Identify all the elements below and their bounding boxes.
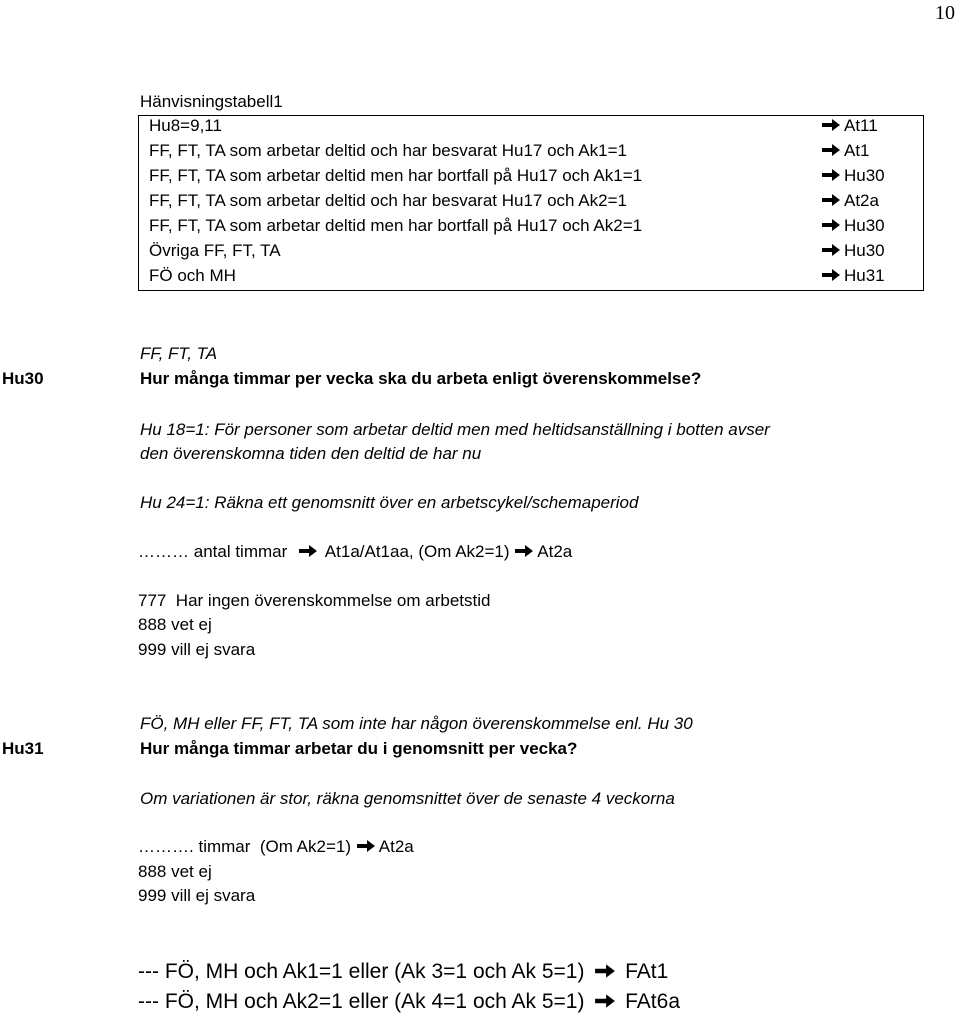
- right-arrow-icon: [821, 116, 841, 136]
- reference-table-title: Hänvisningstabell1: [140, 92, 283, 111]
- hu30-note-line1: Hu 18=1: För personer som arbetar deltid men med heltidsanställning i botten avser: [140, 420, 770, 439]
- option-999: 999 vill ej svara: [138, 640, 256, 659]
- hu31-question: Hur många timmar arbetar du i genomsnitt per vecka?: [140, 739, 578, 758]
- row-condition: FF, FT, TA som arbetar deltid och har besvarat Hu17 och Ak1=1: [149, 141, 627, 160]
- routing-line-2: [138, 989, 680, 1014]
- hu31-answer-line: [138, 837, 414, 857]
- row-target-label: Hu31: [844, 266, 885, 285]
- right-arrow-icon: [821, 266, 841, 286]
- answer-label: antal timmar: [193, 542, 288, 561]
- question-code-hu31: Hu31: [2, 739, 44, 758]
- row-condition: FF, FT, TA som arbetar deltid men har bortfall på Hu17 och Ak1=1: [149, 166, 643, 185]
- hu30-question: Hur många timmar per vecka ska du arbeta enligt överenskommelse?: [140, 369, 702, 388]
- table-row: [139, 216, 923, 241]
- table-row: [139, 141, 923, 166]
- table-row: [139, 266, 923, 291]
- hu30-answer-line: [138, 542, 572, 562]
- row-target-label: Hu30: [844, 166, 885, 185]
- hu31-population: FÖ, MH eller FF, FT, TA som inte har någon överenskommelse enl. Hu 30: [140, 714, 693, 733]
- answer-dots: ………: [138, 542, 189, 561]
- right-arrow-icon: [356, 837, 376, 857]
- row-target: [821, 141, 870, 161]
- routing-condition: --- FÖ, MH och Ak2=1 eller (Ak 4=1 och Ak 5=1): [138, 990, 585, 1013]
- right-arrow-icon: [821, 141, 841, 161]
- hu30-note-line2: den överenskomna tiden den deltid de har nu: [140, 444, 482, 463]
- row-condition: FF, FT, TA som arbetar deltid och har besvarat Hu17 och Ak2=1: [149, 191, 627, 210]
- question-code-hu30: Hu30: [2, 369, 44, 388]
- row-condition: FÖ och MH: [149, 266, 236, 285]
- row-condition: Övriga FF, FT, TA: [149, 241, 281, 260]
- routing-condition: --- FÖ, MH och Ak1=1 eller (Ak 3=1 och Ak 5=1): [138, 960, 585, 983]
- row-target: [821, 116, 878, 136]
- option-999: 999 vill ej svara: [138, 886, 256, 905]
- table-row: [139, 241, 923, 266]
- answer-goto-target: At2a: [537, 542, 573, 561]
- right-arrow-icon: [821, 241, 841, 261]
- option-888: 888 vet ej: [138, 862, 212, 881]
- reference-table: [138, 115, 924, 291]
- row-target-label: At11: [844, 116, 878, 135]
- right-arrow-icon: [594, 959, 616, 983]
- row-target-label: Hu30: [844, 241, 885, 260]
- row-target: [821, 191, 879, 211]
- page-number: 10: [935, 2, 955, 24]
- right-arrow-icon: [514, 542, 534, 562]
- routing-line-1: [138, 959, 668, 984]
- row-target: [821, 216, 885, 236]
- right-arrow-icon: [821, 191, 841, 211]
- table-row: [139, 116, 923, 141]
- option-777: 777 Har ingen överenskommelse om arbetstid: [138, 591, 491, 610]
- hu30-population: FF, FT, TA: [140, 344, 218, 363]
- row-target-label: At2a: [844, 191, 879, 210]
- hu31-note: Om variationen är stor, räkna genomsnittet över de senaste 4 veckorna: [140, 789, 675, 808]
- answer-goto: At2a: [378, 837, 414, 856]
- routing-target: FAt1: [625, 960, 669, 983]
- answer-dots: ……….: [138, 837, 194, 856]
- row-target-label: Hu30: [844, 216, 885, 235]
- right-arrow-icon: [821, 166, 841, 186]
- right-arrow-icon: [298, 542, 318, 562]
- answer-goto: At1a/At1aa, (Om Ak2=1): [324, 542, 510, 561]
- row-condition: Hu8=9,11: [149, 116, 222, 135]
- row-target: [821, 241, 885, 261]
- row-target: [821, 166, 885, 186]
- row-target: [821, 266, 885, 286]
- table-row: [139, 166, 923, 191]
- answer-label: timmar (Om Ak2=1): [198, 837, 352, 856]
- row-condition: FF, FT, TA som arbetar deltid men har bortfall på Hu17 och Ak2=1: [149, 216, 643, 235]
- routing-target: FAt6a: [625, 990, 680, 1013]
- right-arrow-icon: [821, 216, 841, 236]
- right-arrow-icon: [594, 989, 616, 1013]
- table-row: [139, 191, 923, 216]
- row-target-label: At1: [844, 141, 870, 160]
- option-888: 888 vet ej: [138, 615, 212, 634]
- hu30-note2: Hu 24=1: Räkna ett genomsnitt över en arbetscykel/schemaperiod: [140, 493, 639, 512]
